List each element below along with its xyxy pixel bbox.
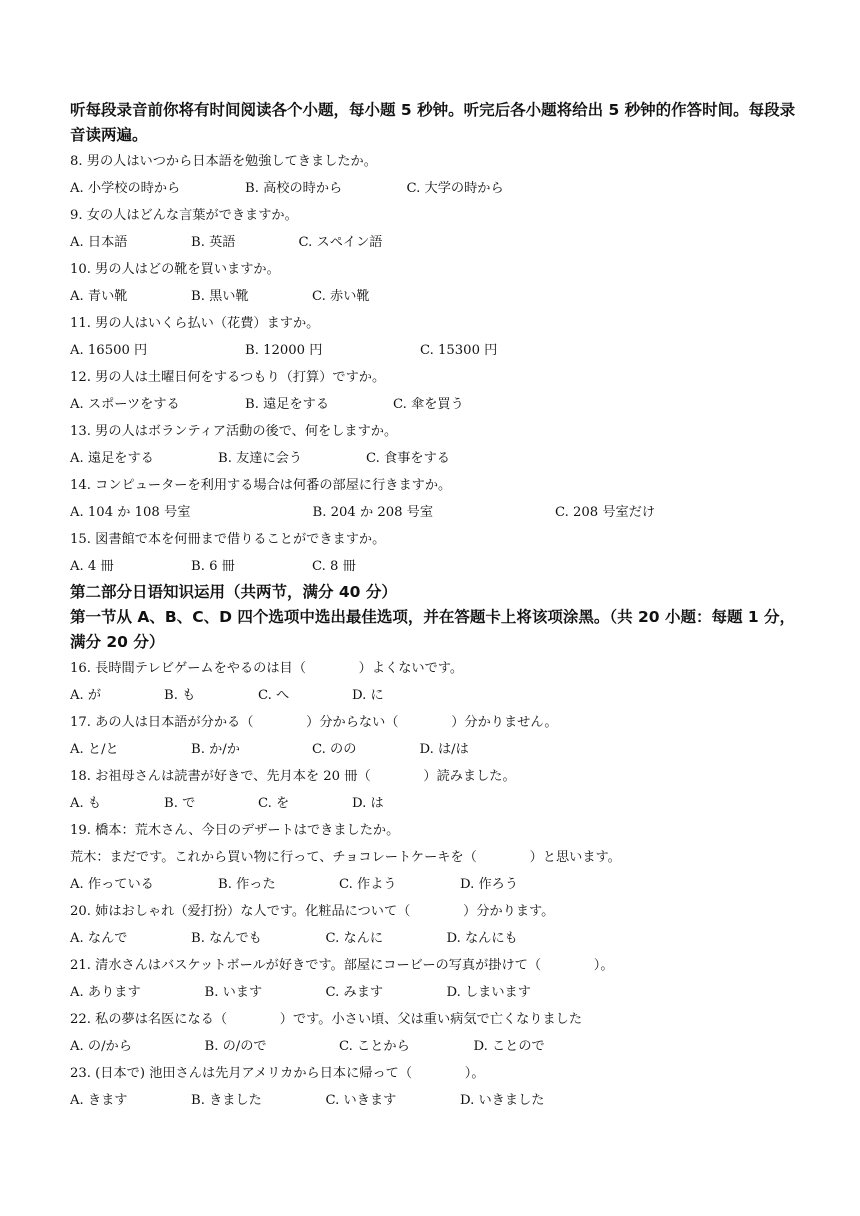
question-text: 19. 橋本：荒木さん、今日のデザートはできましたか。 (70, 823, 400, 838)
option-a: A. の/から (70, 1039, 132, 1054)
option-b: B. 204 か 208 号室 (312, 505, 434, 520)
grammar-questions (70, 655, 800, 1114)
option-a: A. 104 か 108 号室 (70, 505, 191, 520)
option-d: D. しまいます (446, 985, 531, 1000)
question-text: 8. 男の人はいつから日本語を勉強してきましたか。 (70, 154, 377, 169)
option-a: A. が (70, 688, 102, 703)
option-c: C. へ (258, 688, 290, 703)
option-b: B. も (164, 688, 196, 703)
option-row (70, 1033, 800, 1060)
question-text: 12. 男の人は土曜日何をするつもり（打算）ですか。 (70, 370, 386, 385)
part2-title: 第二部分日语知识运用（共两节，满分 40 分） (70, 583, 397, 601)
option-d: D. は (352, 796, 384, 811)
option-c: C. 傘を買う (393, 397, 464, 412)
option-c: C. 208 号室だけ (555, 505, 656, 520)
option-a: A. も (70, 796, 102, 811)
option-a: A. と/と (70, 742, 119, 757)
option-b: B. なんでも (191, 931, 262, 946)
option-c: C. みます (325, 985, 384, 1000)
question-text: 20. 姉はおしゃれ（爱打扮）な人です。化粧品について（ ）分かります。 (70, 904, 555, 919)
option-c: C. 作よう (339, 877, 397, 892)
option-a: A. きます (70, 1093, 128, 1108)
question-text: 22. 私の夢は名医になる（ ）です。小さい頃、父は重い病気で亡くなりました (70, 1012, 583, 1027)
option-a: A. 遠足をする (70, 451, 154, 466)
option-row (70, 736, 800, 763)
option-b: B. 6 冊 (191, 559, 235, 574)
option-a: A. 作っている (70, 877, 154, 892)
option-d: D. ことので (473, 1039, 545, 1054)
option-row (70, 682, 800, 709)
option-b: B. います (204, 985, 263, 1000)
option-row (70, 283, 800, 310)
option-b: B. で (164, 796, 196, 811)
question-text: 18. お祖母さんは読書が好きで、先月本を 20 冊（ ）読みました。 (70, 769, 516, 784)
listening-questions (70, 148, 800, 580)
option-d: D. に (352, 688, 384, 703)
option-d: D. いきました (460, 1093, 545, 1108)
option-b: B. 高校の時から (245, 181, 343, 196)
option-a: A. 小学校の時から (70, 181, 181, 196)
option-c: C. いきます (325, 1093, 397, 1108)
question-text: 17. あの人は日本語が分かる（ ）分からない（ ）分かりません。 (70, 715, 558, 730)
option-row (70, 871, 800, 898)
option-a: A. あります (70, 985, 141, 1000)
option-row (70, 229, 800, 256)
option-b: B. 黒い靴 (191, 289, 249, 304)
option-row (70, 337, 800, 364)
option-c: C. を (258, 796, 290, 811)
option-d: D. 作ろう (460, 877, 519, 892)
option-d: D. なんにも (446, 931, 518, 946)
option-c: C. スペイン語 (298, 235, 383, 250)
option-row (70, 790, 800, 817)
question-text: 13. 男の人はボランティア活動の後で、何をしますか。 (70, 424, 398, 439)
question-text: 23. (日本で) 池田さんは先月アメリカから日本に帰って（ ）。 (70, 1066, 485, 1081)
section1-instruction: 第一节从 A、B、C、D 四个选项中选出最佳选项，并在答题卡上将该项涂黑。（共 20 小题：每题 1 分，满分 20 分） (70, 608, 796, 651)
option-a: A. 16500 円 (70, 343, 148, 358)
option-a: A. 日本語 (70, 235, 128, 250)
option-c: C. 赤い靴 (312, 289, 370, 304)
option-b: B. 英語 (191, 235, 236, 250)
option-row (70, 1087, 800, 1114)
question-text: 16. 長時間テレビゲームをやるのは目（ ）よくないです。 (70, 661, 464, 676)
option-c: C. 8 冊 (312, 559, 356, 574)
option-row (70, 925, 800, 952)
question-text: 11. 男の人はいくら払い（花費）ますか。 (70, 316, 320, 331)
option-row (70, 979, 800, 1006)
exam-page (70, 98, 800, 1114)
option-b: B. 友達に会う (218, 451, 303, 466)
option-a: A. 青い靴 (70, 289, 128, 304)
option-row (70, 391, 800, 418)
option-b: B. か/か (191, 742, 240, 757)
option-b: B. 遠足をする (245, 397, 330, 412)
option-a: A. スポーツをする (70, 397, 180, 412)
part1-instruction: 听每段录音前你将有时间阅读各个小题，每小题 5 秒钟。听完后各小题将给出 5 秒钟的作答时间。每段录音读两遍。 (70, 101, 796, 144)
option-a: A. なんで (70, 931, 128, 946)
option-row (70, 553, 800, 580)
option-c: C. 食事をする (366, 451, 450, 466)
option-b: B. きました (191, 1093, 262, 1108)
option-row (70, 499, 800, 526)
option-c: C. のの (312, 742, 357, 757)
option-b: B. 12000 円 (245, 343, 323, 358)
question-text: 9. 女の人はどんな言葉ができますか。 (70, 208, 298, 223)
option-row (70, 175, 800, 202)
option-d: D. は/は (419, 742, 469, 757)
option-c: C. なんに (325, 931, 384, 946)
question-text: 荒木：まだです。これから買い物に行って、チョコレートケーキを（ ）と思います。 (70, 850, 621, 865)
question-text: 10. 男の人はどの靴を買いますか。 (70, 262, 280, 277)
option-b: B. の/ので (204, 1039, 267, 1054)
question-text: 14. コンピューターを利用する場合は何番の部屋に行きますか。 (70, 478, 452, 493)
option-a: A. 4 冊 (70, 559, 114, 574)
option-b: B. 作った (218, 877, 276, 892)
question-text: 15. 図書館で本を何冊まで借りることができますか。 (70, 532, 386, 547)
question-text: 21. 清水さんはバスケットボールが好きです。部屋にコービーの写真が掛けて（ ）。 (70, 958, 614, 973)
option-row (70, 445, 800, 472)
option-c: C. 15300 円 (420, 343, 498, 358)
option-c: C. ことから (339, 1039, 410, 1054)
option-c: C. 大学の時から (406, 181, 504, 196)
